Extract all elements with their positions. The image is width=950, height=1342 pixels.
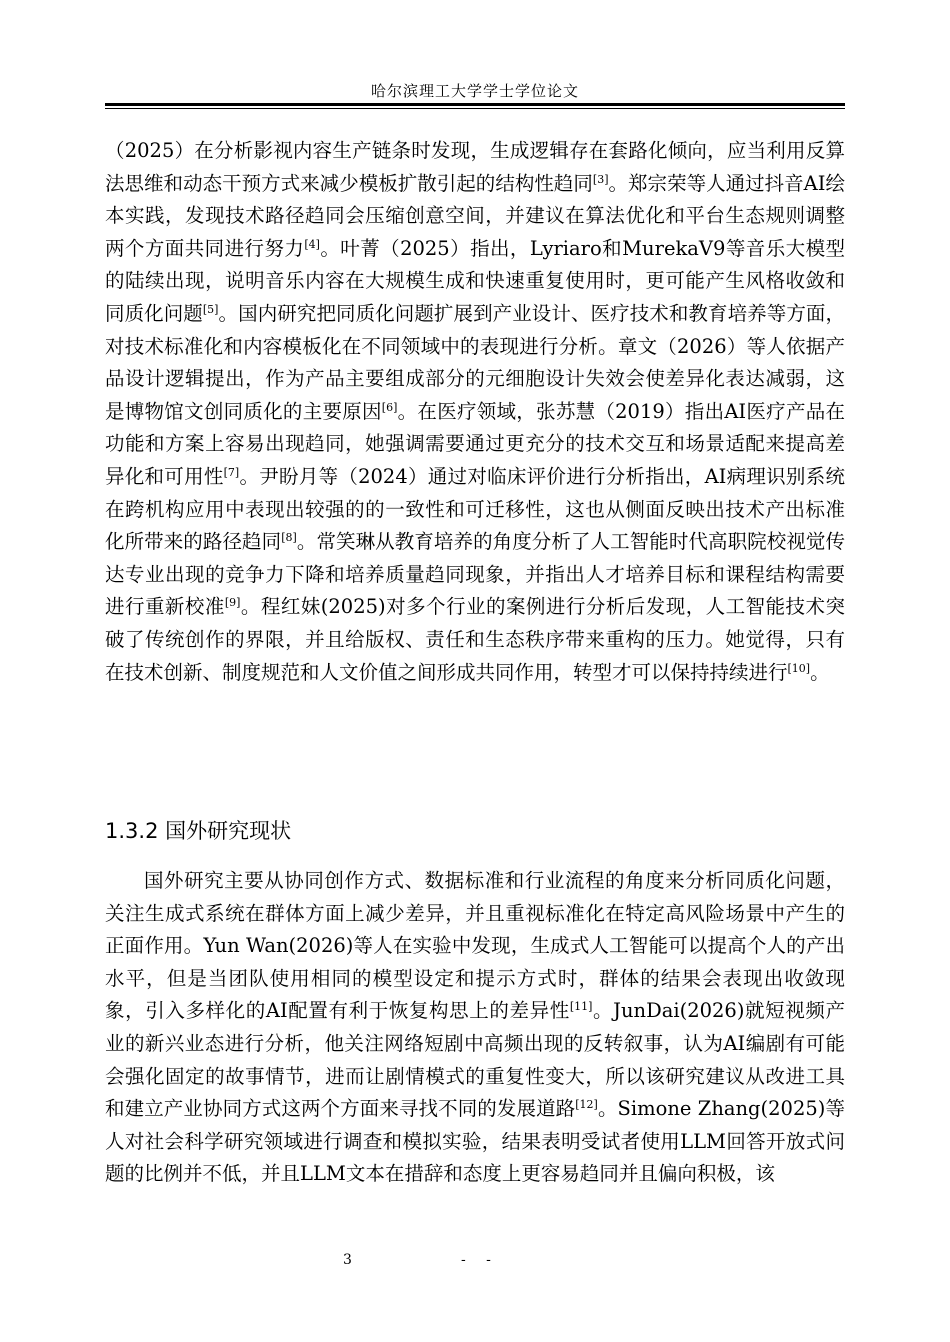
paragraph-text-segment: 。尹盼月等（2024）通过对临床评价进行分析指出，AI病理识别系统在跨机构应用中表现出较强的的一致性和可迁移性，这也从侧面反映出技术产出标准化所带来的路径趋同 (105, 464, 845, 554)
citation-reference: [12] (575, 1098, 598, 1112)
citation-reference: [10] (787, 661, 811, 675)
citation-reference: [8] (281, 531, 297, 545)
citation-reference: [9] (224, 596, 241, 610)
body-paragraph-foreign (105, 865, 845, 1191)
paragraph-text-segment: 国外研究主要从协同创作方式、数据标准和行业流程的角度来分析同质化问题，关注生成式系统在群体方面上减少差异，并且重视标准化在特定高风险场景中产生的正面作用。Yun Wan(2026)等人在实验中发现，生成式人工智能可以提高个人的产出水平，但是当团队使用相同的模型设定和提示方式时，群体的结果会表现出收敛现象，引入多样化的AI配置有利于恢复构思上的差异性 (105, 869, 845, 1023)
paragraph-text-segment: 。Simone Zhang(2025)等人对社会科学研究领域进行调查和模拟实验，结果表明受试者使用LLM回答开放式问题的比例并不低，并且LLM文本在措辞和态度上更容易趋同并且偏向积极，该 (105, 1097, 845, 1186)
citation-reference: [7] (223, 465, 240, 479)
paragraph-text-segment: 。JunDai(2026)就短视频产业的新兴业态进行分析，他关注网络短剧中高频出现的反转叙事，认为AI编剧有可能会强化固定的故事情节，进而让剧情模式的重复性变大，所以该研究建议从改进工具和建立产业协同方式这两个方面来寻找不同的发展道路 (105, 999, 845, 1121)
section-heading: 1.3.2 国外研究现状 (105, 819, 292, 843)
page-number: 3 (343, 1252, 352, 1268)
header-rule-thick (105, 103, 845, 106)
page-header-title: 哈尔滨理工大学学士学位论文 (370, 82, 579, 100)
paragraph-text-segment: 。叶菁（2025）指出，Lyriaro和MurekaV9等音乐大模型的陆续出现，说明音乐内容在大规模生成和快速重复使用时，更可能产生风格收敛和同质化问题 (105, 236, 845, 325)
header-rule-thin (105, 108, 845, 109)
paragraph-text-segment: 。常笑琳从教育培养的角度分析了人工智能时代高职院校视觉传达专业出现的竞争力下降和培养质量趋同现象，并指出人才培养目标和课程结构需要进行重新校准 (105, 530, 845, 619)
paragraph-text-segment: （2025）在分析影视内容生产链条时发现，生成逻辑存在套路化倾向，应当利用反算法思维和动态干预方式来减少模板扩散引起的结构性趋同 (105, 139, 845, 195)
body-paragraph-domestic (105, 135, 845, 689)
citation-reference: [11] (569, 1000, 593, 1014)
paragraph-text-segment: 。程红妹(2025)对多个行业的案例进行分析后发现，人工智能技术突破了传统创作的界限，并且给版权、责任和生态秩序带来重构的压力。她觉得，只有在技术创新、制度规范和人文价值之间形成共同作用，转型才可以保持持续进行 (105, 595, 845, 684)
citation-reference: [6] (381, 400, 398, 414)
citation-reference: [5] (202, 302, 219, 316)
citation-reference: [4] (304, 237, 320, 251)
paragraph-text-segment: 。在医疗领域，张苏慧（2019）指出AI医疗产品在功能和方案上容易出现趋同，她强调需要通过更充分的技术交互和场景适配来提高差异化和可用性 (105, 399, 845, 488)
paragraph-text-segment: 。 (810, 660, 830, 684)
citation-reference: [3] (592, 172, 609, 186)
paragraph-text-segment: 。郑宗荣等人通过抖音AI绘本实践，发现技术路径趋同会压缩创意空间，并建议在算法优化和平台生态规则调整两个方面共同进行努力 (105, 171, 845, 260)
paragraph-text-segment: 。国内研究把同质化问题扩展到产业设计、医疗技术和教育培养等方面，对技术标准化和内容模板化在不同领域中的表现进行分析。章文（2026）等人依据产品设计逻辑提出，作为产品主要组成部分的元细胞设计失效会使差异化表达减弱，这是博物馆文创同质化的主要原因 (105, 301, 845, 423)
footer-mark: - - (461, 1252, 499, 1268)
